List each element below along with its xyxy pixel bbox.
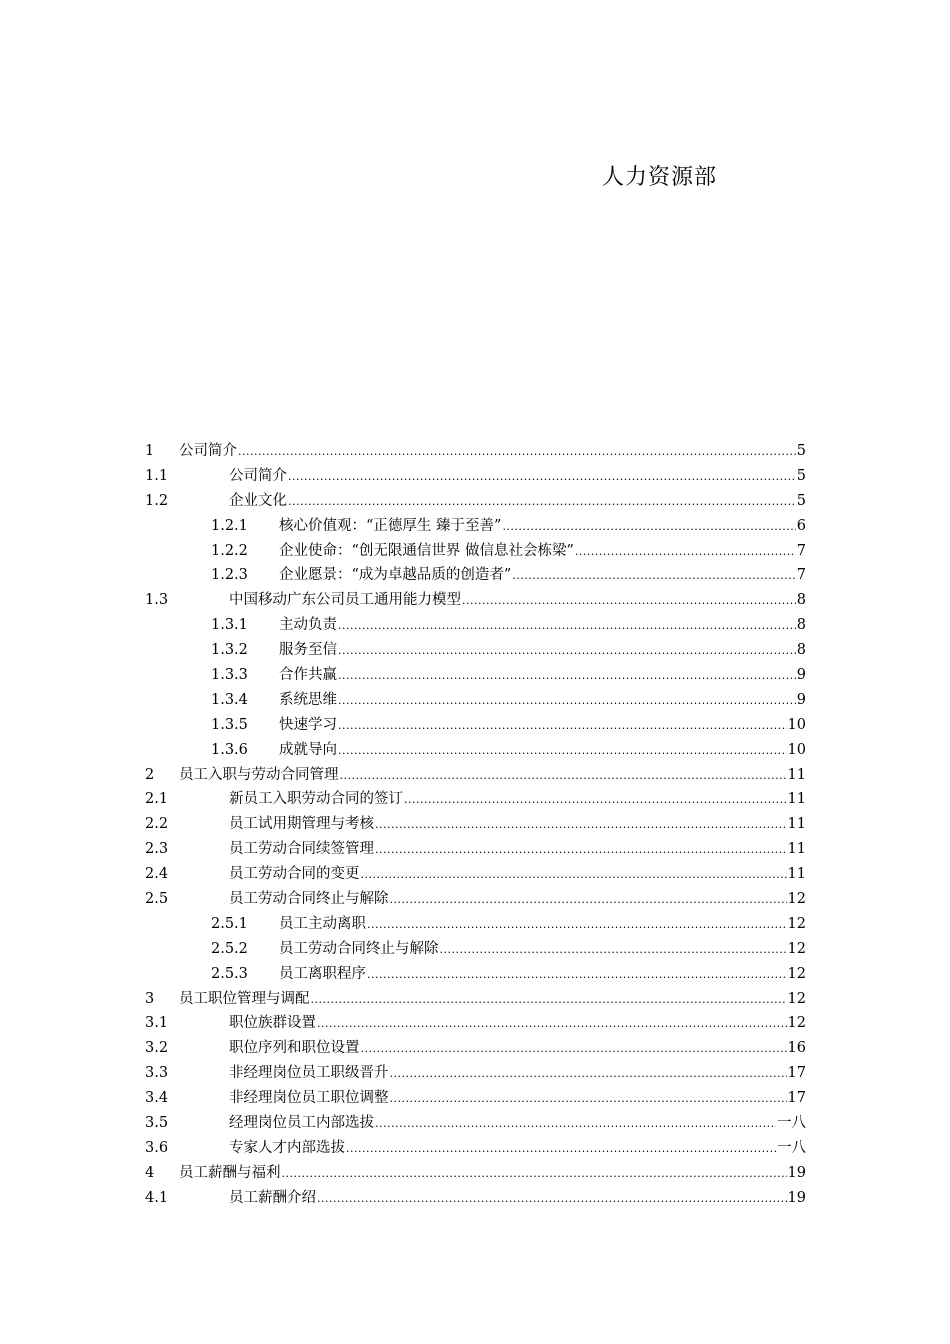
toc-entry-number: 2.2 xyxy=(145,816,169,833)
toc-dot-leader xyxy=(390,1062,787,1087)
toc-entry-page: 8 xyxy=(796,617,806,634)
toc-entry-number: 1.2.3 xyxy=(211,567,248,584)
toc-entry-title: 员工薪酬介绍 xyxy=(229,1189,316,1206)
toc-dot-leader xyxy=(338,664,796,689)
toc-entry-title: 员工主动离职 xyxy=(279,915,366,932)
toc-entry-link[interactable] xyxy=(229,862,806,888)
toc-entry-title: 快速学习 xyxy=(279,716,337,733)
toc-entry-number: 4.1 xyxy=(145,1189,169,1206)
toc-entry-link[interactable] xyxy=(229,1036,806,1062)
toc-dot-leader xyxy=(340,764,787,789)
toc-entry-page: 12 xyxy=(787,990,806,1007)
toc-entry-title: 员工薪酬与福利 xyxy=(179,1164,281,1181)
toc-entry-number: 3.2 xyxy=(145,1040,169,1057)
toc-entry-link[interactable] xyxy=(229,464,806,490)
toc-dot-leader xyxy=(338,614,796,639)
toc-entry-title: 专家人才内部选拔 xyxy=(229,1139,345,1156)
toc-entry-link[interactable] xyxy=(279,514,806,540)
toc-entry-link[interactable] xyxy=(229,1111,806,1137)
toc-dot-leader xyxy=(462,589,796,614)
toc-dot-leader xyxy=(238,440,796,465)
toc-entry-link[interactable] xyxy=(229,588,806,614)
toc-entry-title: 非经理岗位员工职位调整 xyxy=(229,1090,389,1107)
toc-entry-page: 11 xyxy=(787,866,806,883)
toc-entry-page: 19 xyxy=(787,1189,806,1206)
toc-entry-number: 2.5.1 xyxy=(211,915,248,932)
toc-entry[interactable] xyxy=(145,688,806,713)
toc-dot-leader xyxy=(282,1162,787,1187)
toc-entry-page: 11 xyxy=(787,766,806,783)
toc-entry-title: 员工离职程序 xyxy=(279,965,366,982)
toc-entry[interactable] xyxy=(145,1011,806,1036)
toc-entry-number: 1.3.6 xyxy=(211,741,248,758)
toc-entry-page: 11 xyxy=(787,791,806,808)
toc-entry-number: 1.3.5 xyxy=(211,716,248,733)
toc-entry[interactable] xyxy=(145,912,806,937)
toc-entry-link[interactable] xyxy=(179,987,806,1013)
toc-entry-number: 1.2.2 xyxy=(211,542,248,559)
toc-entry[interactable] xyxy=(145,763,806,788)
toc-dot-leader xyxy=(361,1037,787,1062)
toc-entry[interactable] xyxy=(145,738,806,763)
toc-entry-title: 经理岗位员工内部选拔 xyxy=(229,1115,374,1132)
toc-entry[interactable] xyxy=(145,663,806,688)
toc-entry-page: 12 xyxy=(787,965,806,982)
toc-entry-link[interactable] xyxy=(279,663,806,689)
toc-entry[interactable] xyxy=(145,563,806,588)
toc-dot-leader xyxy=(338,689,796,714)
toc-entry-page: 17 xyxy=(787,1090,806,1107)
toc-entry-link[interactable] xyxy=(229,1011,806,1037)
toc-entry-link[interactable] xyxy=(279,688,806,714)
toc-entry-link[interactable] xyxy=(179,1161,806,1187)
toc-entry-title: 主动负责 xyxy=(279,617,337,634)
toc-entry-number: 2.3 xyxy=(145,841,169,858)
toc-entry-number: 2.5.3 xyxy=(211,965,248,982)
document-title: 人力资源部 xyxy=(602,165,718,190)
toc-entry-page: 5 xyxy=(796,492,806,509)
toc-entry-title: 服务至信 xyxy=(279,642,337,659)
toc-entry[interactable] xyxy=(145,1161,806,1186)
toc-dot-leader xyxy=(338,714,787,739)
toc-entry-link[interactable] xyxy=(229,787,806,813)
toc-entry[interactable] xyxy=(145,638,806,663)
toc-dot-leader xyxy=(288,490,796,515)
toc-entry-page: 16 xyxy=(787,1040,806,1057)
toc-entry[interactable] xyxy=(145,489,806,514)
toc-entry-number: 1.3.1 xyxy=(211,617,248,634)
toc-entry-title: 员工试用期管理与考核 xyxy=(229,816,374,833)
toc-entry-title: 核心价值观：“正德厚生 臻于至善” xyxy=(279,517,502,534)
toc-entry-page: 6 xyxy=(796,517,806,534)
toc-entry-page: 12 xyxy=(787,891,806,908)
toc-entry-link[interactable] xyxy=(229,489,806,515)
toc-entry-title: 职位族群设置 xyxy=(229,1015,316,1032)
toc-entry[interactable] xyxy=(145,539,806,564)
toc-entry[interactable] xyxy=(145,464,806,489)
toc-entry[interactable] xyxy=(145,887,806,912)
toc-dot-leader xyxy=(317,1187,787,1212)
toc-entry[interactable] xyxy=(145,862,806,887)
toc-entry-number: 1.2.1 xyxy=(211,517,248,534)
toc-entry-page: 一八 xyxy=(777,1115,806,1132)
toc-dot-leader xyxy=(375,813,787,838)
toc-entry-link[interactable] xyxy=(279,638,806,664)
toc-entry[interactable] xyxy=(145,588,806,613)
toc-entry-link[interactable] xyxy=(179,763,806,789)
toc-entry-title: 企业文化 xyxy=(229,492,287,509)
toc-entry-link[interactable] xyxy=(229,1061,806,1087)
toc-dot-leader xyxy=(375,1112,776,1137)
toc-entry-number: 2.4 xyxy=(145,866,169,883)
toc-entry-number: 3.6 xyxy=(145,1139,169,1156)
toc-entry-page: 5 xyxy=(796,443,806,459)
toc-entry-link[interactable] xyxy=(279,937,806,963)
toc-entry-page: 12 xyxy=(787,1015,806,1032)
toc-entry-link[interactable] xyxy=(279,738,806,764)
toc-dot-leader xyxy=(404,788,787,813)
toc-entry-page: 12 xyxy=(787,940,806,957)
toc-entry-title: 员工劳动合同终止与解除 xyxy=(279,940,439,957)
toc-entry-page: 5 xyxy=(796,467,806,484)
toc-dot-leader xyxy=(317,1012,787,1037)
toc-entry-title: 员工职位管理与调配 xyxy=(179,990,310,1007)
toc-dot-leader xyxy=(390,1087,787,1112)
toc-entry-link[interactable] xyxy=(229,1086,806,1112)
toc-entry[interactable] xyxy=(145,1186,806,1211)
toc-entry-number: 3 xyxy=(145,990,155,1007)
toc-entry-number: 4 xyxy=(145,1164,155,1181)
toc-entry-link[interactable] xyxy=(279,539,806,565)
toc-entry-page: 11 xyxy=(787,816,806,833)
toc-entry-number: 3.1 xyxy=(145,1015,169,1032)
toc-entry-title: 新员工入职劳动合同的签订 xyxy=(229,791,403,808)
toc-dot-leader xyxy=(390,888,787,913)
toc-entry-title: 员工劳动合同续签管理 xyxy=(229,841,374,858)
toc-entry-page: 8 xyxy=(796,642,806,659)
toc-entry-page: 11 xyxy=(787,841,806,858)
toc-entry-number: 2.1 xyxy=(145,791,169,808)
toc-entry[interactable] xyxy=(145,787,806,812)
toc-entry-link[interactable] xyxy=(279,962,806,988)
toc-entry-number: 1.3.3 xyxy=(211,667,248,684)
toc-entry[interactable] xyxy=(145,937,806,962)
toc-entry-link[interactable] xyxy=(279,713,806,739)
toc-dot-leader xyxy=(361,863,787,888)
toc-dot-leader xyxy=(367,963,787,988)
toc-entry[interactable] xyxy=(145,1036,806,1061)
toc-entry-title: 非经理岗位员工职级晋升 xyxy=(229,1065,389,1082)
toc-dot-leader xyxy=(575,540,796,565)
toc-entry-link[interactable] xyxy=(279,613,806,639)
toc-entry[interactable] xyxy=(145,713,806,738)
toc-entry-page: 12 xyxy=(787,915,806,932)
toc-dot-leader xyxy=(375,838,787,863)
toc-entry-link[interactable] xyxy=(229,1186,806,1212)
toc-entry-title: 员工入职与劳动合同管理 xyxy=(179,766,339,783)
toc-entry-number: 1.3 xyxy=(145,592,169,609)
toc-entry-link[interactable] xyxy=(229,887,806,913)
toc-entry-title: 公司简介 xyxy=(229,467,287,484)
toc-entry[interactable] xyxy=(145,1086,806,1111)
toc-entry-link[interactable] xyxy=(229,812,806,838)
toc-entry[interactable] xyxy=(145,837,806,862)
toc-entry[interactable] xyxy=(145,812,806,837)
toc-entry-number: 1.2 xyxy=(145,492,169,509)
toc-entry-page: 7 xyxy=(796,567,806,584)
toc-entry-title: 系统思维 xyxy=(279,691,337,708)
toc-entry-page: 10 xyxy=(787,741,806,758)
toc-entry-number: 2.5 xyxy=(145,891,169,908)
toc-entry[interactable] xyxy=(145,1061,806,1086)
toc-dot-leader xyxy=(512,564,795,589)
toc-entry-page: 一八 xyxy=(777,1139,806,1156)
toc-entry[interactable] xyxy=(145,1136,806,1161)
toc-entry-link[interactable] xyxy=(279,563,806,589)
toc-dot-leader xyxy=(440,938,787,963)
toc-entry-title: 中国移动广东公司员工通用能力模型 xyxy=(229,592,461,609)
toc-dot-leader xyxy=(288,465,796,490)
toc-entry[interactable] xyxy=(145,962,806,987)
toc-dot-leader xyxy=(311,988,787,1013)
toc-entry-page: 7 xyxy=(796,542,806,559)
toc-entry-link[interactable] xyxy=(279,912,806,938)
toc-entry-title: 公司简介 xyxy=(179,443,237,459)
toc-entry-title: 员工劳动合同终止与解除 xyxy=(229,891,389,908)
toc-entry-link[interactable] xyxy=(229,837,806,863)
toc-entry[interactable] xyxy=(145,514,806,539)
toc-entry-number: 2.5.2 xyxy=(211,940,248,957)
toc-entry[interactable] xyxy=(145,1111,806,1136)
toc-entry-title: 合作共赢 xyxy=(279,667,337,684)
toc-dot-leader xyxy=(338,639,796,664)
toc-entry-number: 3.5 xyxy=(145,1115,169,1132)
toc-entry-number: 1 xyxy=(145,443,155,459)
toc-entry-number: 1.3.4 xyxy=(211,691,248,708)
toc-entry-title: 职位序列和职位设置 xyxy=(229,1040,360,1057)
toc-dot-leader xyxy=(502,515,795,540)
toc-entry-title: 企业愿景：“成为卓越品质的创造者” xyxy=(279,567,512,584)
toc-entry-number: 2 xyxy=(145,766,155,783)
toc-dot-leader xyxy=(367,913,787,938)
toc-entry-page: 8 xyxy=(796,592,806,609)
toc-entry-link[interactable] xyxy=(179,439,806,465)
toc-entry-title: 员工劳动合同的变更 xyxy=(229,866,360,883)
toc-dot-leader xyxy=(338,739,787,764)
toc-entry-link[interactable] xyxy=(229,1136,806,1162)
toc-entry-number: 1.1 xyxy=(145,467,169,484)
toc-entry-number: 3.4 xyxy=(145,1090,169,1107)
toc-entry-number: 3.3 xyxy=(145,1065,169,1082)
toc-entry-page: 19 xyxy=(787,1164,806,1181)
toc-entry-page: 9 xyxy=(796,667,806,684)
toc-dot-leader xyxy=(346,1137,776,1162)
toc-entry-page: 9 xyxy=(796,691,806,708)
toc-entry-page: 17 xyxy=(787,1065,806,1082)
toc-entry-page: 10 xyxy=(787,716,806,733)
table-of-contents xyxy=(145,439,806,1211)
toc-entry[interactable] xyxy=(145,613,806,638)
toc-entry-title: 企业使命：“创无限通信世界 做信息社会栋梁” xyxy=(279,542,574,559)
toc-entry[interactable] xyxy=(145,439,806,464)
toc-entry[interactable] xyxy=(145,987,806,1012)
toc-entry-title: 成就导向 xyxy=(279,741,337,758)
toc-entry-number: 1.3.2 xyxy=(211,642,248,659)
